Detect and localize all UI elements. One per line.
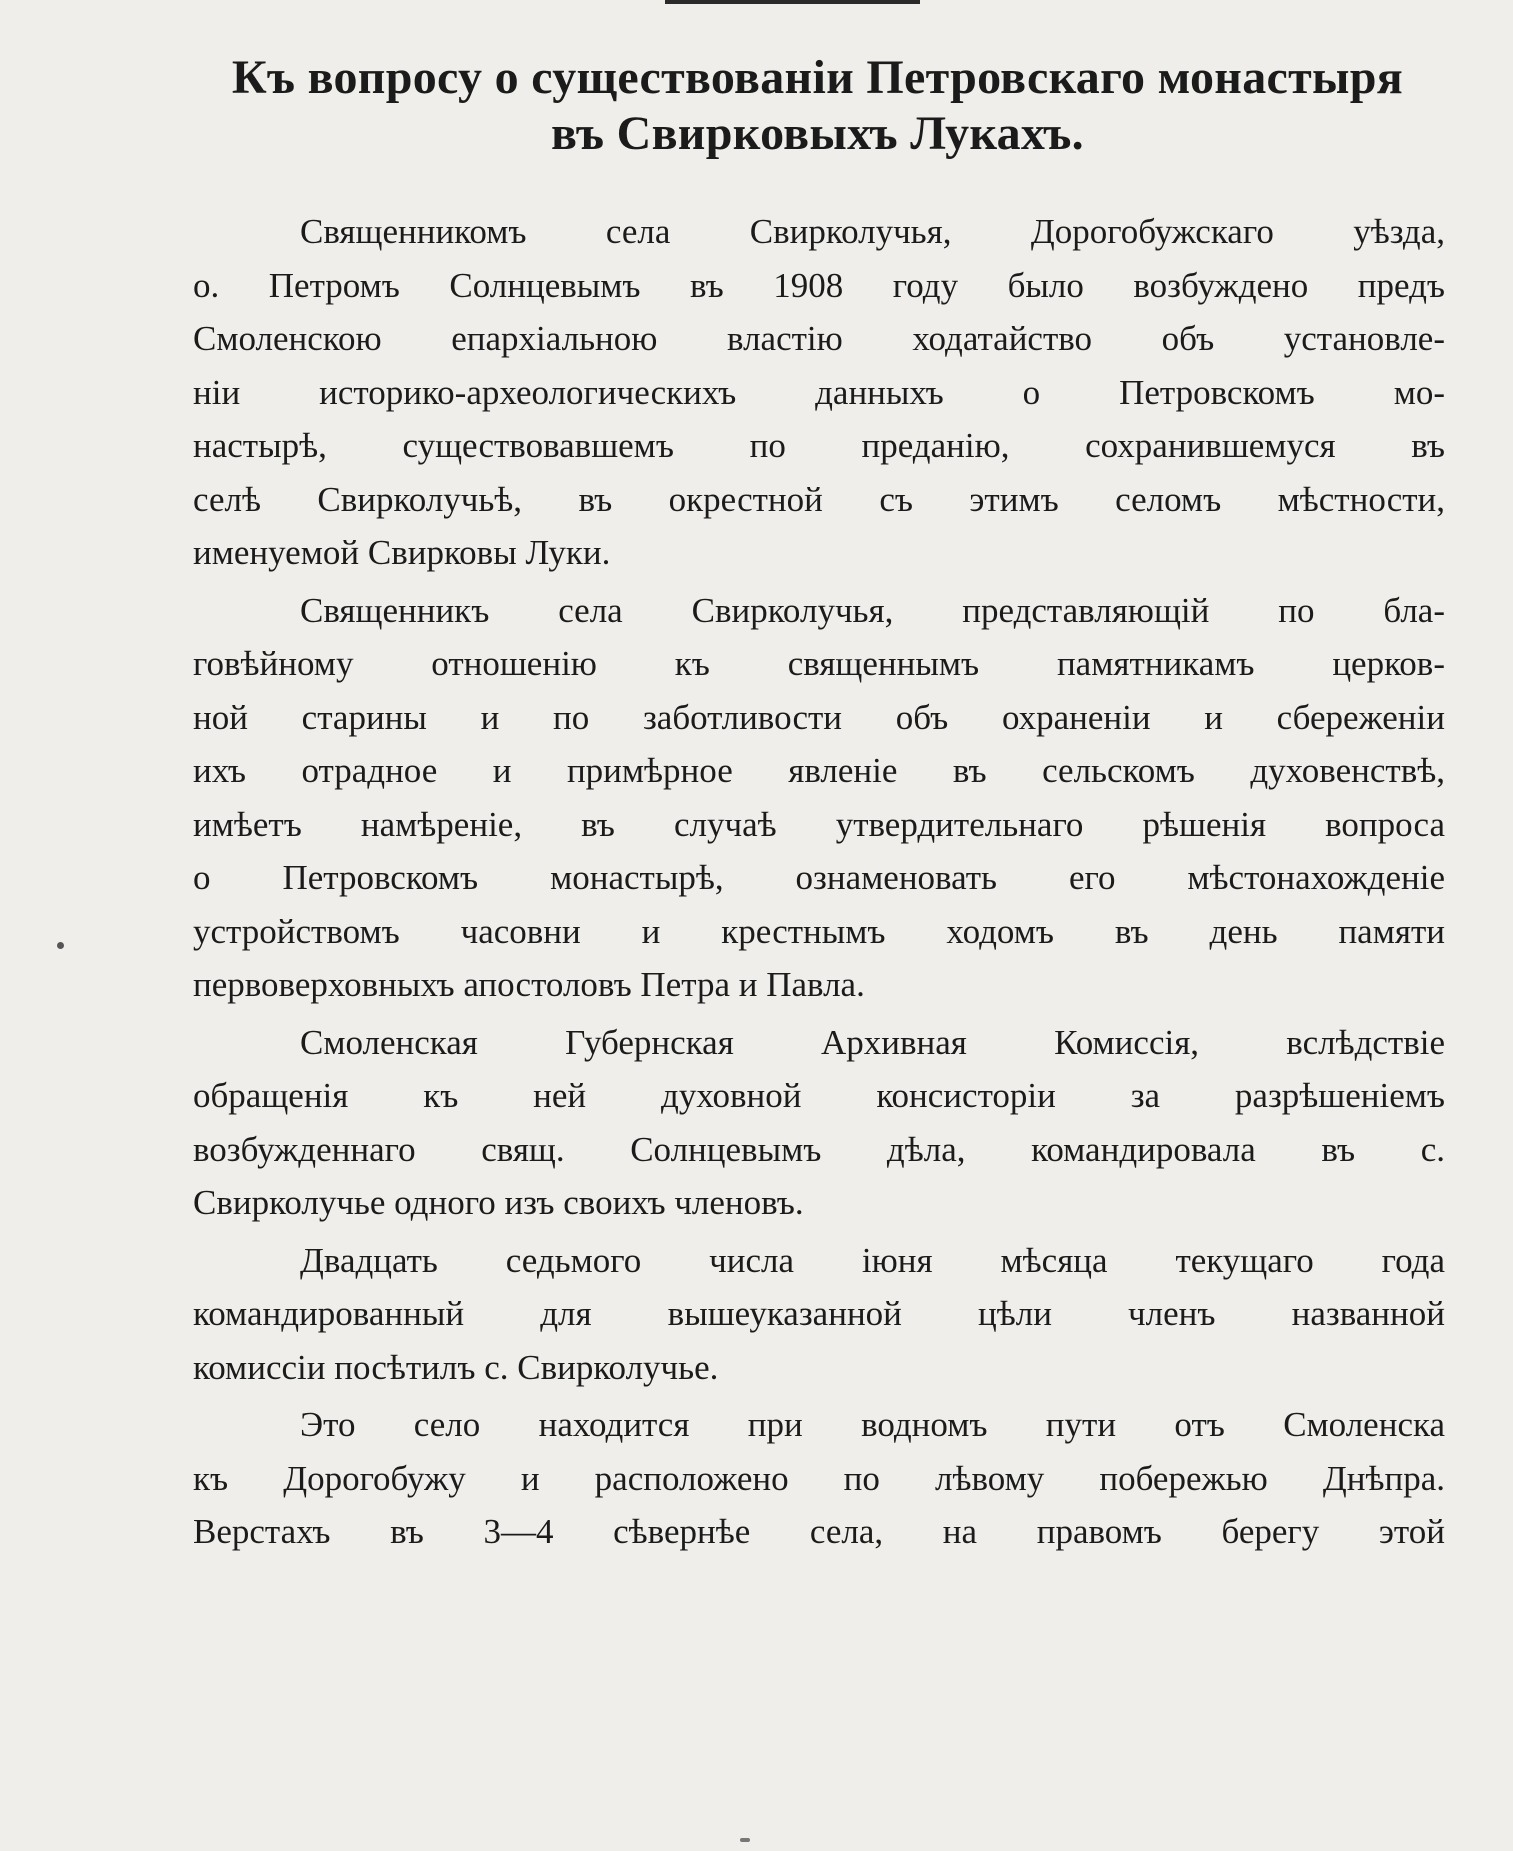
text-line: Это село находится при водномъ пути отъ Смоленска [300,1405,1445,1444]
text-line: Верстахъ въ 3—4 сѣвернѣе села, на правомъ берегу этой [193,1512,1445,1551]
article-body [193,205,1445,1563]
text-line: къ Дорогобужу и расположено по лѣвому побережью Днѣпра. [193,1458,1445,1498]
text-line: Священникомъ села Свирколучья, Дорогобужскаго уѣзда, [300,212,1445,251]
scan-speck [57,942,64,949]
text-line: Смоленская Губернская Архивная Комиссія, вслѣдствіе [300,1022,1445,1062]
paragraph-5 [193,1398,1445,1559]
paragraph-2 [193,584,1445,1012]
text-line: ніи историко-археологическихъ данныхъ о Петровскомъ мо- [193,372,1445,412]
text-line: селѣ Свирколучьѣ, въ окрестной съ этимъ селомъ мѣстности, [193,479,1445,519]
text-line: имѣетъ намѣреніе, въ случаѣ утвердительнаго рѣшенія вопроса [193,804,1445,844]
text-line: ной старины и по заботливости объ охраненіи и сбереженіи [193,697,1445,737]
paragraph-4 [193,1234,1445,1395]
scan-speck [740,1838,750,1842]
text-line: ихъ отрадное и примѣрное явленіе въ сельскомъ духовенствѣ, [193,751,1445,790]
text-line: Свирколучье одного изъ своихъ членовъ. [193,1183,804,1222]
text-line: возбужденнаго свящ. Солнцевымъ дѣла, командировала въ с. [193,1129,1445,1169]
paragraph-1 [193,205,1445,580]
text-line: комиссіи посѣтилъ с. Свирколучье. [193,1347,719,1387]
article-title-line: въ Свирковыхъ Лукахъ. [551,107,1084,160]
text-line: о. Петромъ Солнцевымъ въ 1908 году было возбуждено предъ [193,265,1445,305]
text-line: командированный для вышеуказанной цѣли членъ названной [193,1294,1445,1333]
text-line: о Петровскомъ монастырѣ, ознаменовать его мѣстонахожденіе [193,858,1445,897]
text-line: настырѣ, существовавшемъ по преданію, сохранившемуся въ [193,426,1445,465]
text-line: Двадцать седьмого числа іюня мѣсяца текущаго года [300,1240,1445,1280]
text-line: Священникъ села Свирколучья, представляющій по бла- [300,590,1445,630]
article-title [190,50,1445,162]
text-line: обращенія къ ней духовной консисторіи за разрѣшеніемъ [193,1076,1445,1115]
text-line: именуемой Свирковы Луки. [193,533,611,572]
top-rule-divider [665,0,920,4]
text-line: говѣйному отношенію къ священнымъ памятникамъ церков- [193,644,1445,683]
text-line: устройствомъ часовни и крестнымъ ходомъ въ день памяти [193,911,1445,951]
paragraph-3 [193,1016,1445,1230]
text-line: первоверховныхъ апостоловъ Петра и Павла. [193,965,865,1004]
text-line: Смоленскою епархіальною властію ходатайство объ установле- [193,319,1445,358]
article-title-line: Къ вопросу о существованіи Петровскаго монастыря [231,51,1404,104]
